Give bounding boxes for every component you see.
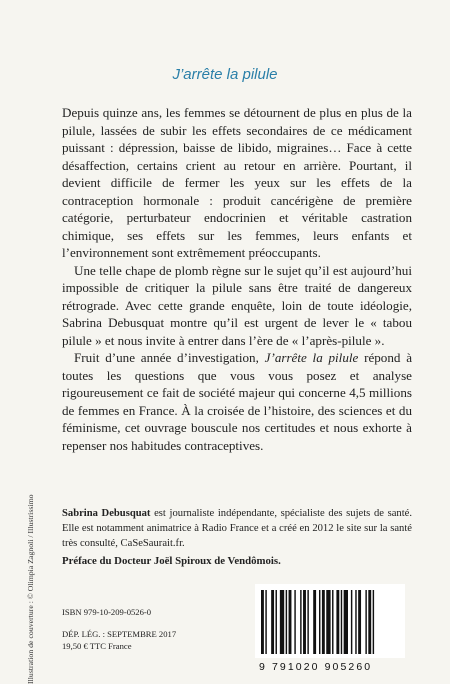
blurb-paragraph-3-start: Fruit d’une année d’investigation,	[74, 350, 265, 365]
barcode-bar	[307, 590, 308, 654]
author-bio-text: est journaliste indépendante, spécialiste des sujets de santé. Elle est notamment animatrice à Radio France et a créé en 2012 le site sur la santé très consulté, CaSeSaurait.fr.	[62, 508, 412, 549]
barcode-bar	[344, 590, 348, 654]
book-title: J’arrête la pilule	[172, 66, 278, 83]
inline-book-title: J’arrête la pilule	[264, 350, 359, 365]
barcode-bar	[261, 590, 264, 654]
barcode-bar	[351, 590, 352, 654]
barcode-bar	[322, 590, 325, 654]
barcode-bar	[313, 590, 316, 654]
barcode-bar	[326, 590, 330, 654]
barcode-bar	[341, 590, 342, 654]
barcode-bar	[289, 590, 292, 654]
preface-credit: Préface du Docteur Joël Spiroux de Vendômois.	[62, 555, 281, 567]
barcode-bar	[276, 590, 277, 654]
isbn: ISBN 979-10-209-0526-0	[62, 607, 152, 617]
author-name: Sabrina Debusquat	[62, 508, 151, 519]
barcode-bar	[265, 590, 266, 654]
barcode-bar	[286, 590, 287, 654]
barcode-bar	[355, 590, 356, 654]
barcode-bar	[303, 590, 306, 654]
barcode-bar	[271, 590, 274, 654]
barcode-bar	[368, 590, 371, 654]
blurb-paragraph-3	[62, 349, 412, 454]
price: 19,50 € TTC France	[62, 641, 132, 651]
barcode-bar	[280, 590, 284, 654]
barcode-bar	[358, 590, 361, 654]
barcode-graphic	[255, 584, 405, 658]
barcode-digits: 9 791020 905260	[259, 661, 373, 673]
barcode-bar	[319, 590, 320, 654]
blurb	[62, 104, 412, 454]
barcode-bar	[365, 590, 366, 654]
barcode-bar	[373, 590, 374, 654]
author-bio	[62, 506, 412, 551]
cover-illustration-credit: Illustration de couverture : © Olimpia Zagnoli / Illustrissimo	[26, 494, 35, 684]
blurb-paragraph-2: Une telle chape de plomb règne sur le sujet qu’il est aujourd’hui impossible de critiquer la pilule sans être traité de dangereux rétrograde. Avec cette grande enquête, loin de toute idéologie, Sabrina Debusquat montre qu’il est urgent de lever le « tabou pilule » et nous invite à entrer dans l’ère de « l’après-pilule ».	[62, 262, 412, 348]
barcode-bar	[336, 590, 339, 654]
legal-deposit: DÉP. LÉG. : SEPTEMBRE 2017	[62, 629, 177, 639]
blurb-paragraph-1: Depuis quinze ans, les femmes se détournent de plus en plus de la pilule, lassées de subir les effets secondaires de ce médicament puissant : dépression, baisse de libido, migraines… Face à cette désaffection, certains crient au retour en arrière. Pourtant, il devient difficile de fermer les yeux sur les effets de la contraception hormonale : produit cancérigène de première catégorie, perturbateur endocrinien et véritable castration chimique, ses effets sur les femmes, leurs enfants et l’environnement sont extrêmement préoccupants.	[62, 105, 412, 260]
barcode-bar	[300, 590, 301, 654]
barcode-bar	[294, 590, 295, 654]
blurb-paragraph-3-end: répond à toutes les questions que vous vous posez et analyse rigoureusement ce fait de société majeur qui concerne 4,5 millions de femmes en France. À la croisée de l’histoire, des sciences et du féminisme, cet ouvrage bouscule nos certitudes et nous exhorte à repenser nos habitudes contraceptives.	[62, 350, 412, 453]
publication-info	[62, 606, 176, 652]
barcode-bar	[332, 590, 333, 654]
barcode	[255, 584, 405, 658]
